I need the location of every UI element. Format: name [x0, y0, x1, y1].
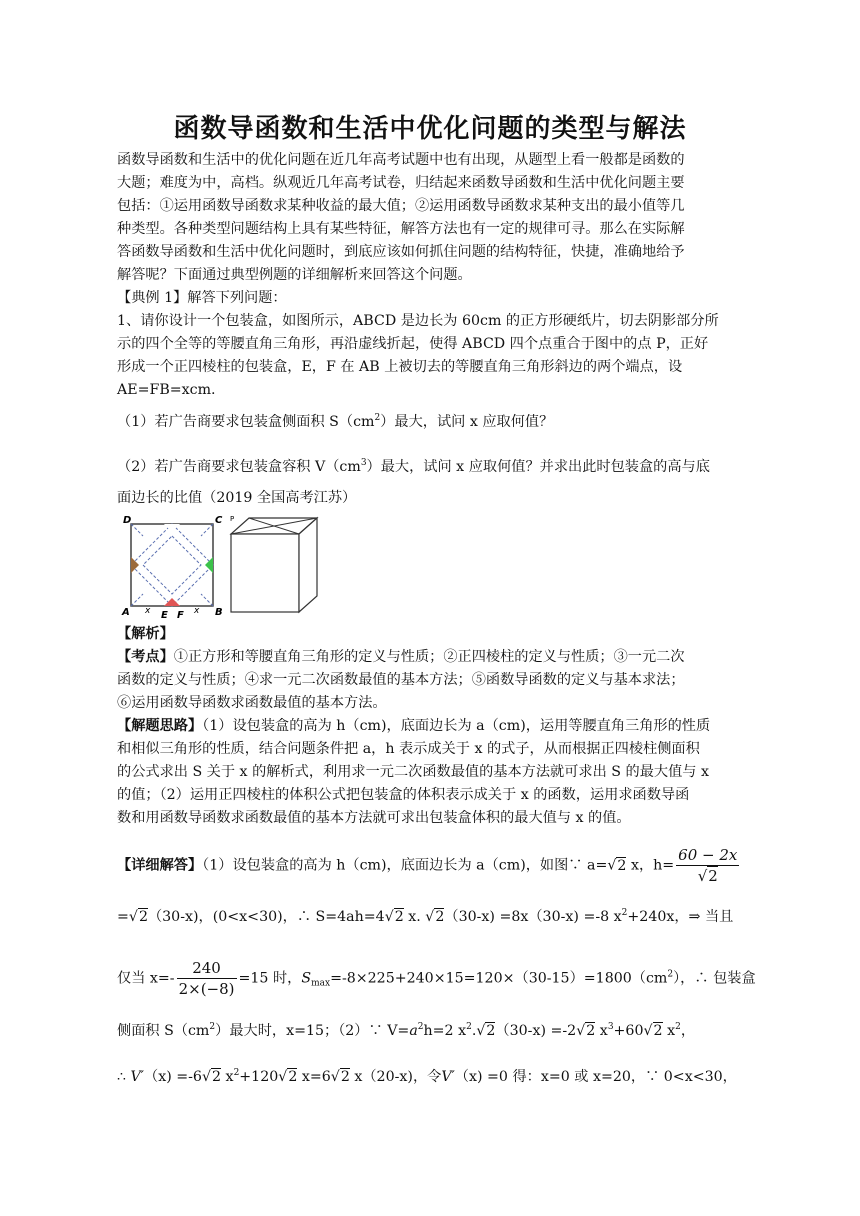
intro-line-4: 种类型。各种类型问题结构上具有某些特征，解答方法也有一定的规律可寻。那么在实际解 [117, 221, 685, 237]
prism-side-face [299, 518, 317, 612]
detail-line-2: =√2（30-x)，(0<x<30)，∴ S=4ah=4√2 x. √2（30-x) =8x（30-x) =-8 $x^2+240x$，⇒ 当且 [117, 908, 734, 925]
dashed-line-4 [201, 594, 213, 606]
silu-line-3: 的公式求出 S 关于 x 的解析式，利用求一元二次函数最值的基本方法就可求出 S 的最大值与 x [117, 764, 709, 780]
question-2: （2）若广告商要求包装盒容积 $V(cm^3)$最大，试问 x 应取何值？并求出此时包装盒的高与底 [117, 458, 710, 475]
dashed-line-1 [131, 524, 143, 536]
label-b: B [215, 607, 223, 618]
detail-line-4: 侧面积 $S(cm^2)$最大时，x=15；（2）∵ $V=a^2h=2$ $x^2.√2(30-x) =-2√2$ $x^3+60√2$ $x^2$， [117, 1022, 696, 1039]
silu-line-2: 和相似三角形的性质，结合问题条件把 a，h 表示成关于 x 的式子，从而根据正四棱柱侧面积 [117, 741, 700, 757]
shaded-triangle-left [131, 557, 139, 573]
detail-line-3: 仅当 x=- $\frac{240}{2\times(-8)}$ =15 时，$S_{max}=-8\times 225+240\times 15=120\times(30-15)=1800(cm^2)$，∴ 包装盒 [117, 959, 756, 998]
label-d: D [123, 515, 132, 526]
label-f: F [177, 610, 184, 620]
intro-line-2: 大题；难度为中，高档。纵观近几年高考试卷，归结起来函数导函数和生活中优化问题主要 [117, 175, 685, 191]
kaodian-line-3: ⑥运用函数导函数求函数最值的基本方法。 [117, 695, 387, 711]
dashed-line-3 [131, 594, 143, 606]
example-heading: 【典例 1】解答下列问题： [117, 290, 287, 306]
label-p: P [230, 514, 235, 523]
prism-figure [230, 515, 317, 612]
intro-line-3: 包括：①运用函数导函数求某种收益的最大值；②运用函数导函数求某种支出的最小值等几 [117, 198, 685, 214]
shaded-triangle-bottom [164, 598, 180, 606]
shaded-triangle-top [164, 524, 180, 532]
intro-line-6: 解答呢？下面通过典型例题的详细解析来回答这个问题。 [117, 267, 472, 283]
kaodian-line-1: 【考点】①正方形和等腰直角三角形的定义与性质；②正四棱柱的定义与性质；③一元二次 [117, 649, 685, 665]
silu-line-5: 数和用函数导函数求函数最值的基本方法就可求出包装盒体积的最大值与 x 的值。 [117, 810, 631, 826]
problem-line-3: 形成一个正四棱柱的包装盒，E，F 在 AB 上被切去的等腰直角三角形斜边的两个端点，设 [117, 359, 683, 375]
label-x-right: x [194, 606, 200, 616]
label-a: A [122, 607, 130, 618]
prism-front-face [231, 534, 299, 612]
question-2-line-2: 面边长的比值（2019 全国高考江苏） [117, 490, 357, 506]
dashed-line-2 [201, 524, 213, 536]
problem-line-2: 示的四个全等的等腰直角三角形，再沿虚线折起，使得 ABCD 四个点重合于图中的点 P，正好 [117, 336, 709, 352]
detail-line-1: 【详细解答】（1）设包装盒的高为 h（cm)，底面边长为 a（cm)，如图∵ a=√2 x，h= $\frac{60 - 2x}{√2}$ [117, 846, 738, 885]
problem-line-1: 1、请你设计一个包装盒，如图所示，ABCD 是边长为 60cm 的正方形硬纸片，切去阴影部分所 [117, 313, 719, 329]
kaodian-line-2: 函数的定义与性质；④求一元二次函数最值的基本方法；⑤函数导函数的定义与基本求法； [117, 672, 685, 688]
label-e: E [161, 610, 168, 620]
fraction-h: $\frac{60 - 2x}{√2}$ [678, 846, 738, 885]
detail-line-5: ∴ V′（x) =-6√2 $x^2+120√2$ x=6√2 x（20-x)，令V′（x) =0 得：x=0 或 x=20，∵ 0<x<30， [117, 1068, 737, 1085]
label-c: C [215, 515, 223, 526]
label-x-left: x [145, 606, 151, 616]
silu-line-1: 【解题思路】（1）设包装盒的高为 h（cm)，底面边长为 a（cm)，运用等腰直角三角形的性质 [117, 718, 711, 734]
fraction-vertex: $\frac{240}{2\times(-8)}$ [178, 959, 235, 998]
shaded-triangle-right [205, 557, 213, 573]
question-1: （1）若广告商要求包装盒侧面积 $S(cm^2)$最大，试问 x 应取何值？ [117, 413, 554, 430]
intro-line-1: 函数导函数和生活中的优化问题在近几年高考试题中也有出现，从题型上看一般都是函数的 [117, 152, 685, 168]
silu-line-4: 的值；（2）运用正四棱柱的体积公式把包装盒的体积表示成关于 x 的函数，运用求函数导函 [117, 787, 690, 803]
analysis-heading: 【解析】 [117, 626, 174, 642]
problem-line-4: AE=FB=xcm. [117, 382, 216, 398]
page-title: 函数导函数和生活中优化问题的类型与解法 [173, 114, 687, 144]
problem-figure [117, 514, 337, 620]
intro-line-5: 答函数导函数和生活中优化问题时，到底应该如何抓住问题的结构特征，快捷，准确地给予 [117, 244, 685, 260]
